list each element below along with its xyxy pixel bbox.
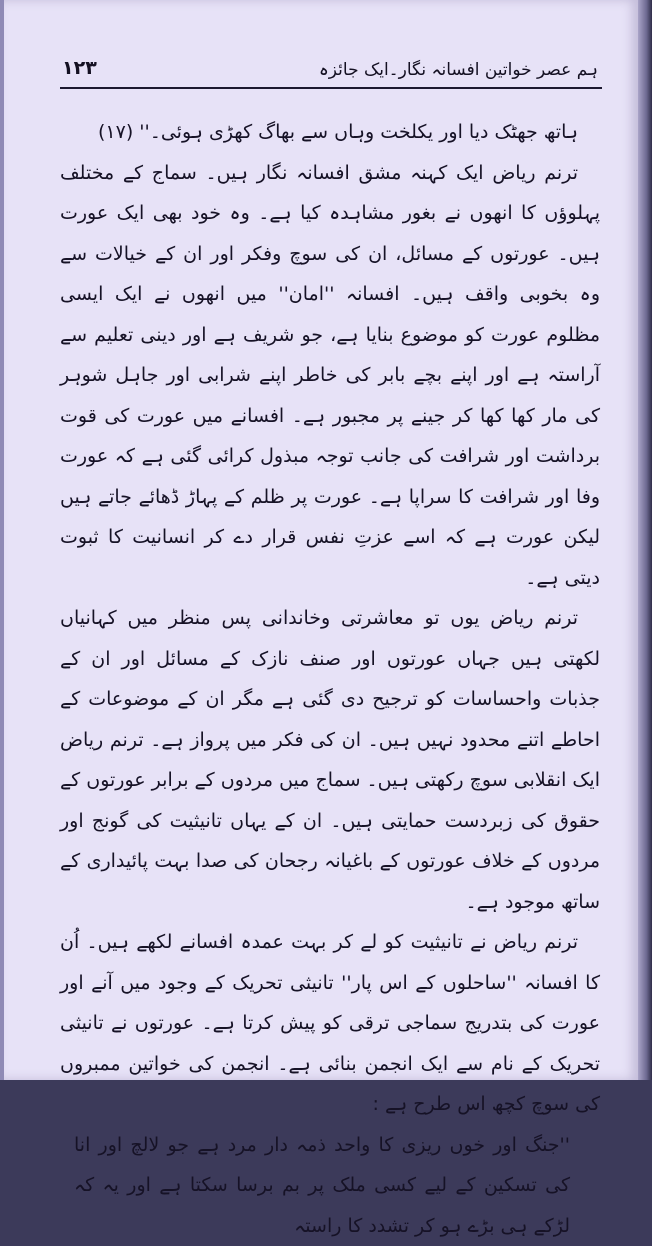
paragraph-aman: ترنم ریاض ایک کہنہ مشق افسانہ نگار ہیں۔ سماج کے مختلف پہلوؤں کا انھوں نے بغور مشاہدہ کیا ہے۔ وہ خود بھی ایک عورت ہیں۔ عورتوں کے مسائل، ان کی سوچ وفکر اور ان کے خیالات سے وہ بخوبی واقف ہیں۔ افسانہ ''امان'' میں انھوں نے ایک ایسی مظلوم عورت کو موضوع بنایا ہے، جو شریف ہے اور دینی تعلیم سے آراستہ ہے اور اپنے بچے بابر کی خاطر اپنے شرابی اور جاہل شوہر کی مار کھا کھا کر جینے پر مجبور ہے۔ افسانے میں عورت کی قوت برداشت اور شرافت کی جانب توجہ مبذول کرائی گئی ہے کہ عورت وفا اور شرافت کا سراپا ہے۔ عورت پر ظلم کے پہاڑ ڈھائے جاتے ہیں لیکن عورت ہے کہ اسے عزتِ نفس قرار دے کر انسانیت کا ثبوت دیتی ہے۔	[60, 153, 600, 599]
header-rule	[60, 87, 602, 89]
page-number: ۱۲۳	[62, 57, 97, 79]
page-right-edge	[638, 0, 652, 1080]
book-page	[4, 0, 638, 1080]
body-text	[60, 112, 600, 1246]
paragraph-themes: ترنم ریاض یوں تو معاشرتی وخاندانی پس منظر میں کہانیاں لکھتی ہیں جہاں عورتوں اور صنف نازک کے مسائل اور ان کے جذبات واحساسات کو ترجیح دی گئی ہے مگر ان کے موضوعات کے احاطے اتنے محدود نہیں ہیں۔ ان کی فکر میں پرواز ہے۔ ترنم ریاض ایک انقلابی سوچ رکھتی ہیں۔ سماج میں مردوں کے برابر عورتوں کے حقوق کی زبردست حمایتی ہیں۔ ان کے یہاں تانیثیت کی گونج اور مردوں کے خلاف عورتوں کے باغیانہ رجحان کی صدا بہت پائیداری کے ساتھ موجود ہے۔	[60, 598, 600, 922]
running-head: ہم عصر خواتین افسانہ نگار۔ایک جائزہ	[319, 59, 598, 80]
block-quote: ''جنگ اور خوں ریزی کا واحد ذمہ دار مرد ہے جو لالچ اور انا کی تسکین کے لیے کسی ملک پر بم برسا سکتا ہے اور یہ کہ لڑکے ہی بڑے ہو کر تشدد کا راستہ	[60, 1125, 600, 1246]
page-header	[4, 55, 638, 93]
paragraph-quote-end: ہاتھ جھٹک دیا اور یکلخت وہاں سے بھاگ کھڑی ہوئی۔'' (۱۷)	[60, 112, 600, 153]
paragraph-sahilon: ترنم ریاض نے تانیثیت کو لے کر بہت عمدہ افسانے لکھے ہیں۔ اُن کا افسانہ ''ساحلوں کے اس پار'' تانیثی تحریک کے وجود میں آنے اور عورت کی بتدریج سماجی ترقی کو پیش کرتا ہے۔ عورتوں نے تانیثی تحریک کے نام سے ایک انجمن بنائی ہے۔ انجمن کی خواتین ممبروں کی سوچ کچھ اس طرح ہے :	[60, 922, 600, 1125]
